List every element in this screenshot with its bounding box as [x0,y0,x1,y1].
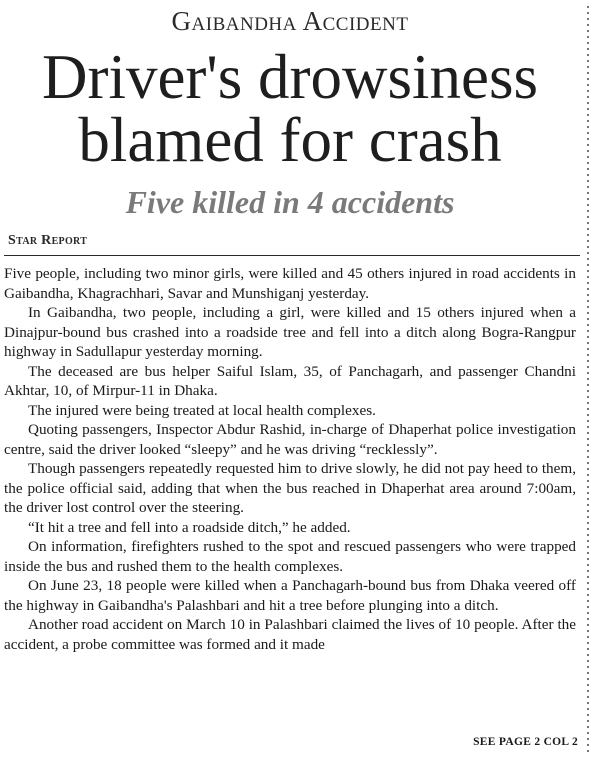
paragraph: Though passengers repeatedly requested him to drive slowly, he did not pay heed to them, the police official said, adding that when the bus reached in Dhaperhat area around 7:00am, the driver lost control over the steering. [4,460,576,516]
paragraph: The injured were being treated at local health complexes. [28,401,376,419]
article-deck: Five killed in 4 accidents [125,184,455,220]
article-body [4,264,576,654]
clipping-edge-dots [587,4,589,754]
paragraph: “It hit a tree and fell into a roadside ditch,” he added. [28,518,351,536]
article-headline: Driver's drowsiness blamed for crash [41,42,539,175]
paragraph: Quoting passengers, Inspector Abdur Rashid, in-charge of Dhaperhat police investigation centre, said the driver looked “sleepy” and he was driving “recklessly”. [4,421,576,458]
article-kicker: Gaibandha Accident [171,6,409,36]
paragraph: In Gaibandha, two people, including a girl, were killed and 15 others injured when a Dinajpur-bound bus crashed into a roadside tree and fell into a ditch along Bogra-Rangpur highway in Sadullapur yesterday morning. [4,304,576,360]
paragraph: The deceased are bus helper Saiful Islam, 35, of Panchagarh, and passenger Chandni Akhtar, 10, of Mirpur-11 in Dhaka. [4,362,576,399]
paragraph: Another road accident on March 10 in Palashbari claimed the lives of 10 people. After the accident, a probe committee was formed and it made [4,616,576,653]
article-byline: Star Report [8,233,88,248]
paragraph: On information, firefighters rushed to the spot and rescued passengers who were trapped inside the bus and rushed them to the health complexes. [4,538,576,575]
continuation-jump: SEE PAGE 2 COL 2 [473,736,578,748]
byline-divider [4,255,580,256]
paragraph: On June 23, 18 people were killed when a Panchagarh-bound bus from Dhaka veered off the highway in Gaibandha's Palashbari and hit a tree before plunging into a ditch. [4,577,576,614]
paragraph: Five people, including two minor girls, were killed and 45 others injured in road accidents in Gaibandha, Khagrachhari, Savar and Munshiganj yesterday. [4,265,576,302]
